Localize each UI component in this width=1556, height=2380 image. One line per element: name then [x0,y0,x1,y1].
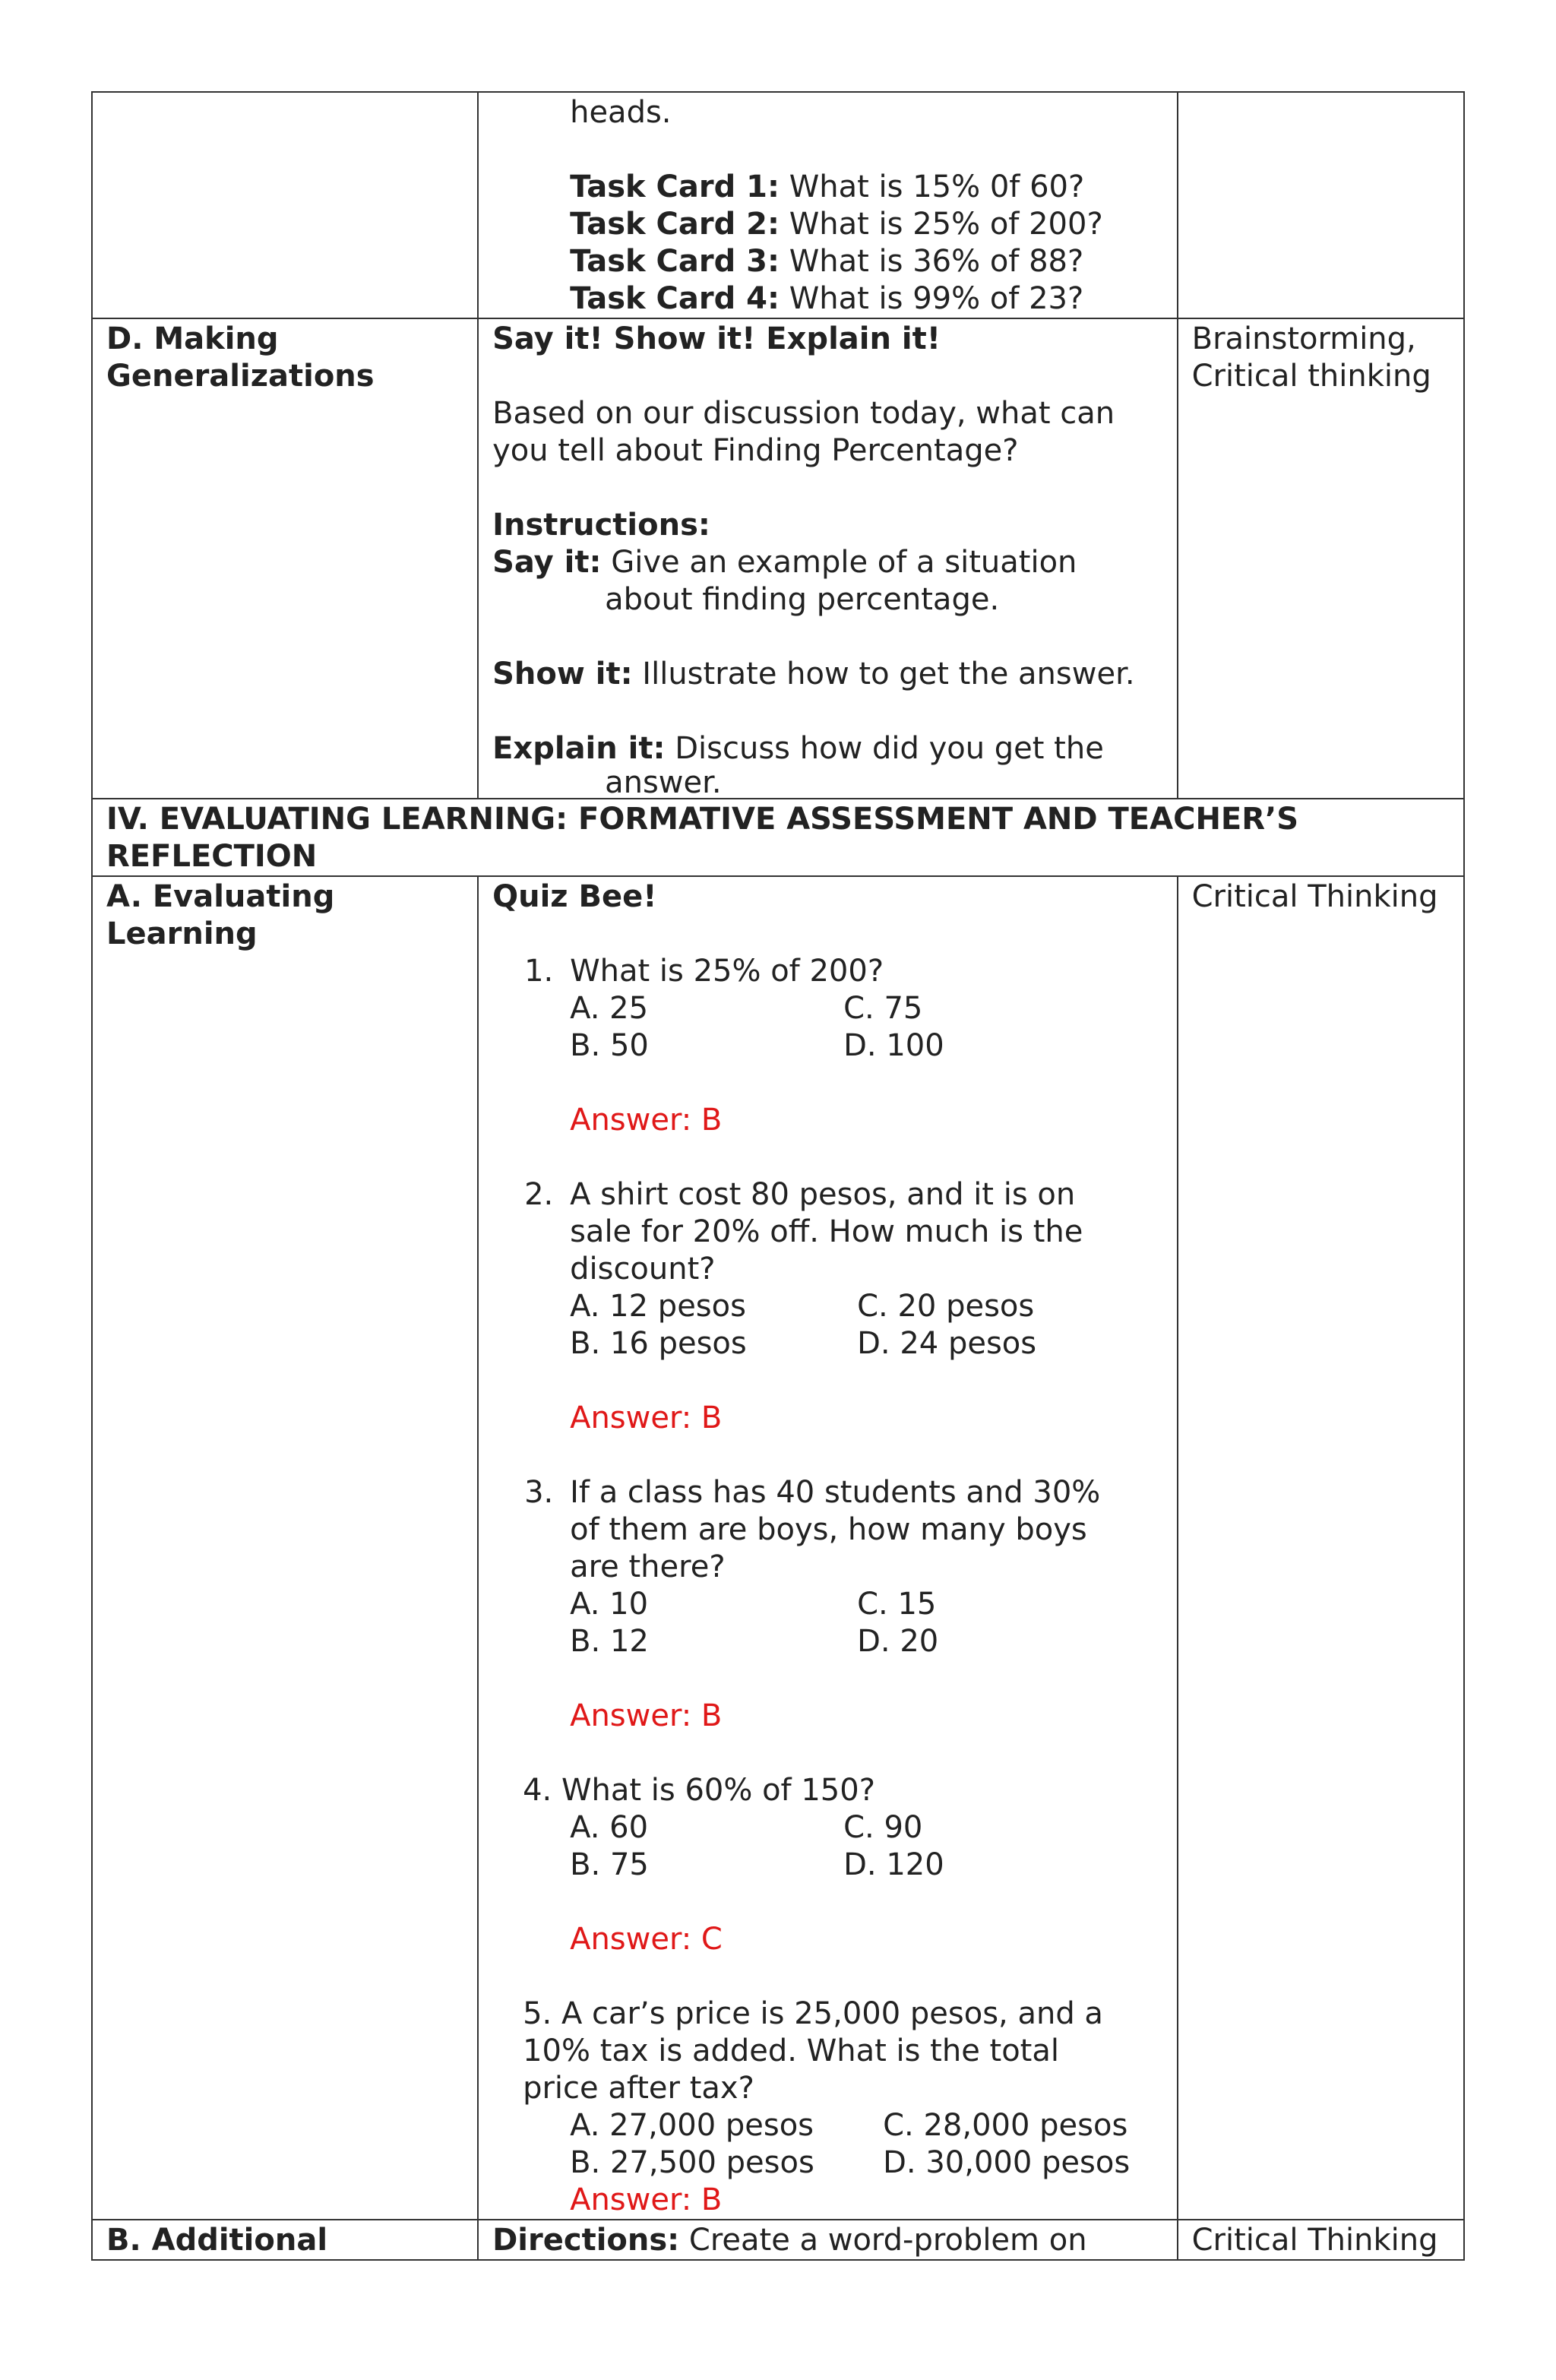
say-it-cont: about finding percentage. [605,582,1000,617]
intro-line-2: you tell about Finding Percentage? [492,433,1019,468]
q5-options-bd: B. 27,500 pesos D. 30,000 pesos [570,2145,1131,2180]
question-5: 5. A car’s price is 25,000 pesos, and a [523,1996,1103,2031]
task-cards-col1 [92,92,478,318]
q2-answer: Answer: B [570,1400,723,1435]
additional-label: B. Additional [92,2220,478,2260]
quiz-content: Quiz Bee! 1. What is 25% of 200? A. 25 C. 75 B. 50 D. 100 Answer: B 2. A shirt cost 80 pesos, and it is on sale for 20% off. How much is the discount? A. 12 pesos C. 20 pesos B. 16 pesos D. 24 pesos Answer: B 3. If a class has 40 students and 30% of them are boys, how many boys are there? A. 10 C. 15 B. 12 D. 20 Answer: B 4. What is 60% of 150? A. 60 C. 90 B. 75 D. 120 Answer: C 5. A car’s price is 25,000 pesos, and a 10% tax is added. What is the total price after tax? A. 27,000 pesos C. 28,000 pesos B. 27,500 pesos D. 30,000 pesos Answer: B [478,876,1178,2220]
intro-line-1: Based on our discussion today, what can [492,396,1115,431]
additional-directions: Directions: Create a word-problem on [478,2220,1178,2260]
generalizations-row [92,318,1464,799]
explain-it-cont: answer. [605,765,722,800]
q5-options-ac: A. 27,000 pesos C. 28,000 pesos [570,2108,1128,2143]
additional-row [92,2220,1464,2260]
question-4: 4. What is 60% of 150? [523,1773,875,1808]
evaluating-row [92,876,1464,2220]
explain-it: Explain it: Discuss how did you get the [492,731,1104,766]
generalizations-strategies: Brainstorming, Critical thinking [1178,318,1464,799]
evaluating-label: A. Evaluating Learning [92,876,478,2220]
say-it: Say it: Give an example of a situation [492,545,1077,580]
q1-options-ac: A. 25 C. 75 [570,991,923,1026]
evaluating-strategies: Critical Thinking [1178,876,1464,2220]
q4-options-bd: B. 75 D. 120 [570,1847,944,1882]
additional-strategies: Critical Thinking [1178,2220,1464,2260]
question-3: 3. If a class has 40 students and 30% [524,1475,1101,1510]
task-card-3: Task Card 3: What is 36% of 88? [570,244,1084,279]
lesson-plan-table [91,91,1465,2261]
q1-answer: Answer: B [570,1103,723,1138]
generalizations-content [478,318,1178,799]
q2-options-bd: B. 16 pesos D. 24 pesos [570,1326,1037,1361]
task-cards-row [92,92,1464,318]
quiz-title: Quiz Bee! [492,879,657,914]
q4-options-ac: A. 60 C. 90 [570,1810,923,1845]
question-1: 1. What is 25% of 200? [524,954,884,989]
task-card-2: Task Card 2: What is 25% of 200? [570,207,1103,242]
section-iv-row [92,799,1464,876]
task-cards-cell [478,92,1178,318]
task-cards-col3 [1178,92,1464,318]
q3-answer: Answer: B [570,1698,723,1733]
q1-options-bd: B. 50 D. 100 [570,1028,944,1063]
q3-options-ac: A. 10 C. 15 [570,1587,937,1622]
q4-answer: Answer: C [570,1922,723,1957]
show-it: Show it: Illustrate how to get the answer. [492,657,1135,692]
task-card-4: Task Card 4: What is 99% of 23? [570,281,1084,316]
task-card-1: Task Card 1: What is 15% 0f 60? [570,169,1085,204]
q5-answer: Answer: B [570,2182,723,2217]
q2-options-ac: A. 12 pesos C. 20 pesos [570,1289,1035,1324]
generalizations-label: D. Making Generalizations [92,318,478,799]
section-iv-heading: IV. EVALUATING LEARNING: FORMATIVE ASSESSMENT AND TEACHER’S REFLECTION [92,799,1464,876]
heads-continuation: heads. [570,95,672,130]
instructions-heading: Instructions: [492,508,710,543]
question-2: 2. A shirt cost 80 pesos, and it is on [524,1177,1076,1212]
q3-options-bd: B. 12 D. 20 [570,1624,939,1659]
say-show-explain-title: Say it! Show it! Explain it! [492,321,941,356]
